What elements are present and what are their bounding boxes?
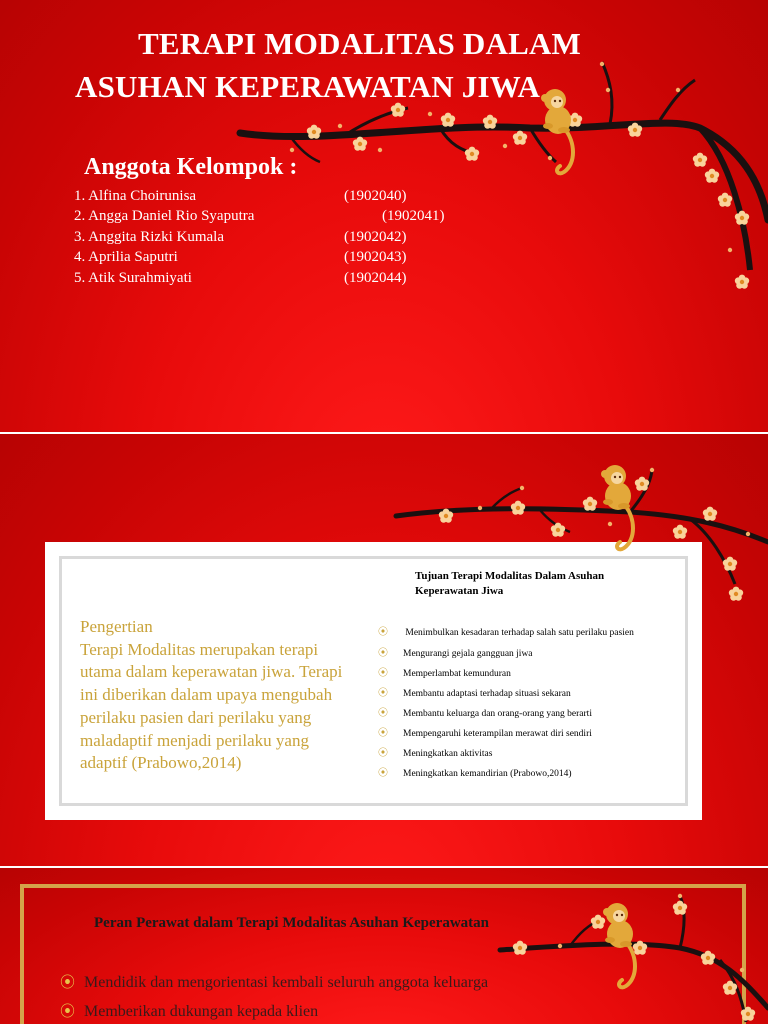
member-nim: (1902041) <box>382 208 445 224</box>
slide3-title: Peran Perawat dalam Terapi Modalitas Asuhan Keperawatan <box>94 915 490 931</box>
definition-heading: Pengertian <box>80 617 153 636</box>
role-text: Memberikan dukungan kepada klien <box>84 1003 319 1020</box>
member-name: 2. Angga Daniel Rio Syaputra <box>74 208 255 224</box>
goal-item <box>378 747 492 761</box>
slide-nurse-role <box>0 868 768 1024</box>
member-row <box>74 247 407 267</box>
goal-text: Meningkatkan kemandirian (Prabowo,2014) <box>403 769 572 779</box>
presentation-title-line1: TERAPI MODALITAS DALAM <box>138 26 582 61</box>
member-nim: (1902040) <box>344 188 407 204</box>
bullet-icon: ⦿ <box>378 748 388 759</box>
member-nim: (1902042) <box>344 229 407 245</box>
goal-text: Menimbulkan kesadaran terhadap salah satu perilaku pasien <box>403 628 634 638</box>
slide-title <box>0 0 768 432</box>
presentation-title-line2: ASUHAN KEPERAWATAN JIWA <box>75 69 541 104</box>
bullet-icon: ⦿ <box>60 1004 76 1020</box>
goal-text: Membantu adaptasi terhadap situasi sekaran <box>403 689 571 699</box>
goal-text: Meningkatkan aktivitas <box>403 749 493 759</box>
goal-item <box>378 707 592 721</box>
goal-item <box>378 647 533 661</box>
goals-title: Tujuan Terapi Modalitas Dalam Asuhan Keperawatan Jiwa <box>415 570 605 597</box>
definition-block <box>80 616 350 775</box>
member-row <box>74 186 407 206</box>
member-nim: (1902043) <box>344 249 407 265</box>
goal-item <box>378 687 571 701</box>
member-name: 4. Aprilia Saputri <box>74 249 178 265</box>
goal-item <box>378 767 572 781</box>
blossom-branch-decoration <box>390 464 768 624</box>
goal-item <box>378 626 634 640</box>
role-item <box>60 1000 318 1021</box>
goal-text: Membantu keluarga dan orang-orang yang berarti <box>403 709 592 719</box>
slide-definition <box>0 434 768 866</box>
goal-text: Memperlambat kemunduran <box>403 669 511 679</box>
bullet-icon: ⦿ <box>378 688 388 699</box>
bullet-icon: ⦿ <box>378 768 388 779</box>
bullet-icon: ⦿ <box>378 708 388 719</box>
member-name: 5. Atik Surahmiyati <box>74 270 192 286</box>
goal-text: Mempengaruhi keterampilan merawat diri sendiri <box>403 729 592 739</box>
goal-item <box>378 667 511 681</box>
blossom-branch-decoration <box>480 888 768 1024</box>
member-row <box>74 227 407 247</box>
member-row <box>74 268 407 288</box>
bullet-icon: ⦿ <box>60 975 76 991</box>
role-item <box>60 971 488 992</box>
bullet-icon: ⦿ <box>378 668 388 679</box>
bullet-icon: ⦿ <box>378 648 388 659</box>
bullet-icon: ⦿ <box>378 728 388 739</box>
member-nim: (1902044) <box>344 270 407 286</box>
member-name: 1. Alfina Choirunisa <box>74 188 197 204</box>
goal-item <box>378 727 592 741</box>
member-name: 3. Anggita Rizki Kumala <box>74 229 224 245</box>
members-heading: Anggota Kelompok : <box>84 154 298 180</box>
goal-text: Mengurangi gejala gangguan jiwa <box>403 649 533 659</box>
definition-text: Terapi Modalitas merupakan terapi utama dalam keperawatan jiwa. Terapi ini diberikan dalam upaya mengubah perilaku pasien dari perilaku yang maladaptif menjadi perilaku yang adaptif (Prabowo,2014) <box>80 639 343 773</box>
member-row <box>74 206 445 226</box>
bullet-icon: ⦿ <box>378 627 388 638</box>
role-text: Mendidik dan mengorientasi kembali seluruh anggota keluarga <box>84 974 489 991</box>
